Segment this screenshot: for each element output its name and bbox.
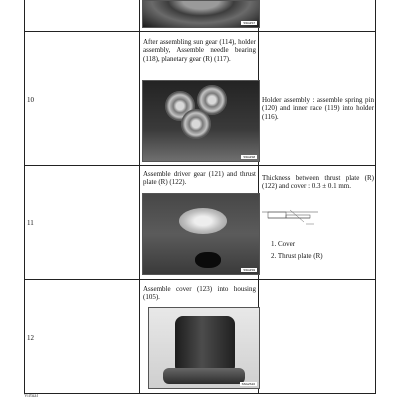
step-instruction: After assembling sun gear (114), holder assembly, Assemble needle bearing (118), planetary gear (R) (117). <box>143 38 256 63</box>
planetary-gear <box>181 109 211 139</box>
step-instruction: Assemble driver gear (121) and thrust plate (R) (122). <box>143 170 256 187</box>
clearance-diagram <box>260 206 320 230</box>
diagram-legend-item: 2. Thrust plate (R) <box>271 252 323 260</box>
page-footer: Virtual <box>24 394 38 399</box>
step-note: Thickness between thrust plate (R) (122) and cover : 0.3 ± 0.1 mm. <box>262 174 374 191</box>
assembly-photo-step-11 <box>142 193 260 275</box>
photo-tag: SSG2S8 <box>243 155 255 159</box>
assembly-photo-step-12 <box>148 307 260 389</box>
step-instruction: Assemble cover (123) into housing (105). <box>143 285 256 302</box>
diagram-legend-item: 1. Cover <box>271 240 296 248</box>
shadow <box>195 252 221 268</box>
housing-base <box>163 368 245 384</box>
photo-tag: SSG2S7 <box>243 21 255 25</box>
photo-tag: SSG2S9 <box>243 268 255 272</box>
procedure-table <box>24 0 376 394</box>
housing-body <box>175 316 235 374</box>
step-number: 10 <box>27 96 34 104</box>
assembly-photo-previous <box>142 0 260 28</box>
assembly-photo-step-10 <box>142 80 260 162</box>
step-number: 12 <box>27 334 34 342</box>
thrust-plate <box>179 208 227 234</box>
step-note: Holder assembly : assemble spring pin (120) and inner race (119) into holder (116). <box>262 96 374 121</box>
photo-tag: SSG2S10 <box>241 382 255 386</box>
step-number: 11 <box>27 219 34 227</box>
